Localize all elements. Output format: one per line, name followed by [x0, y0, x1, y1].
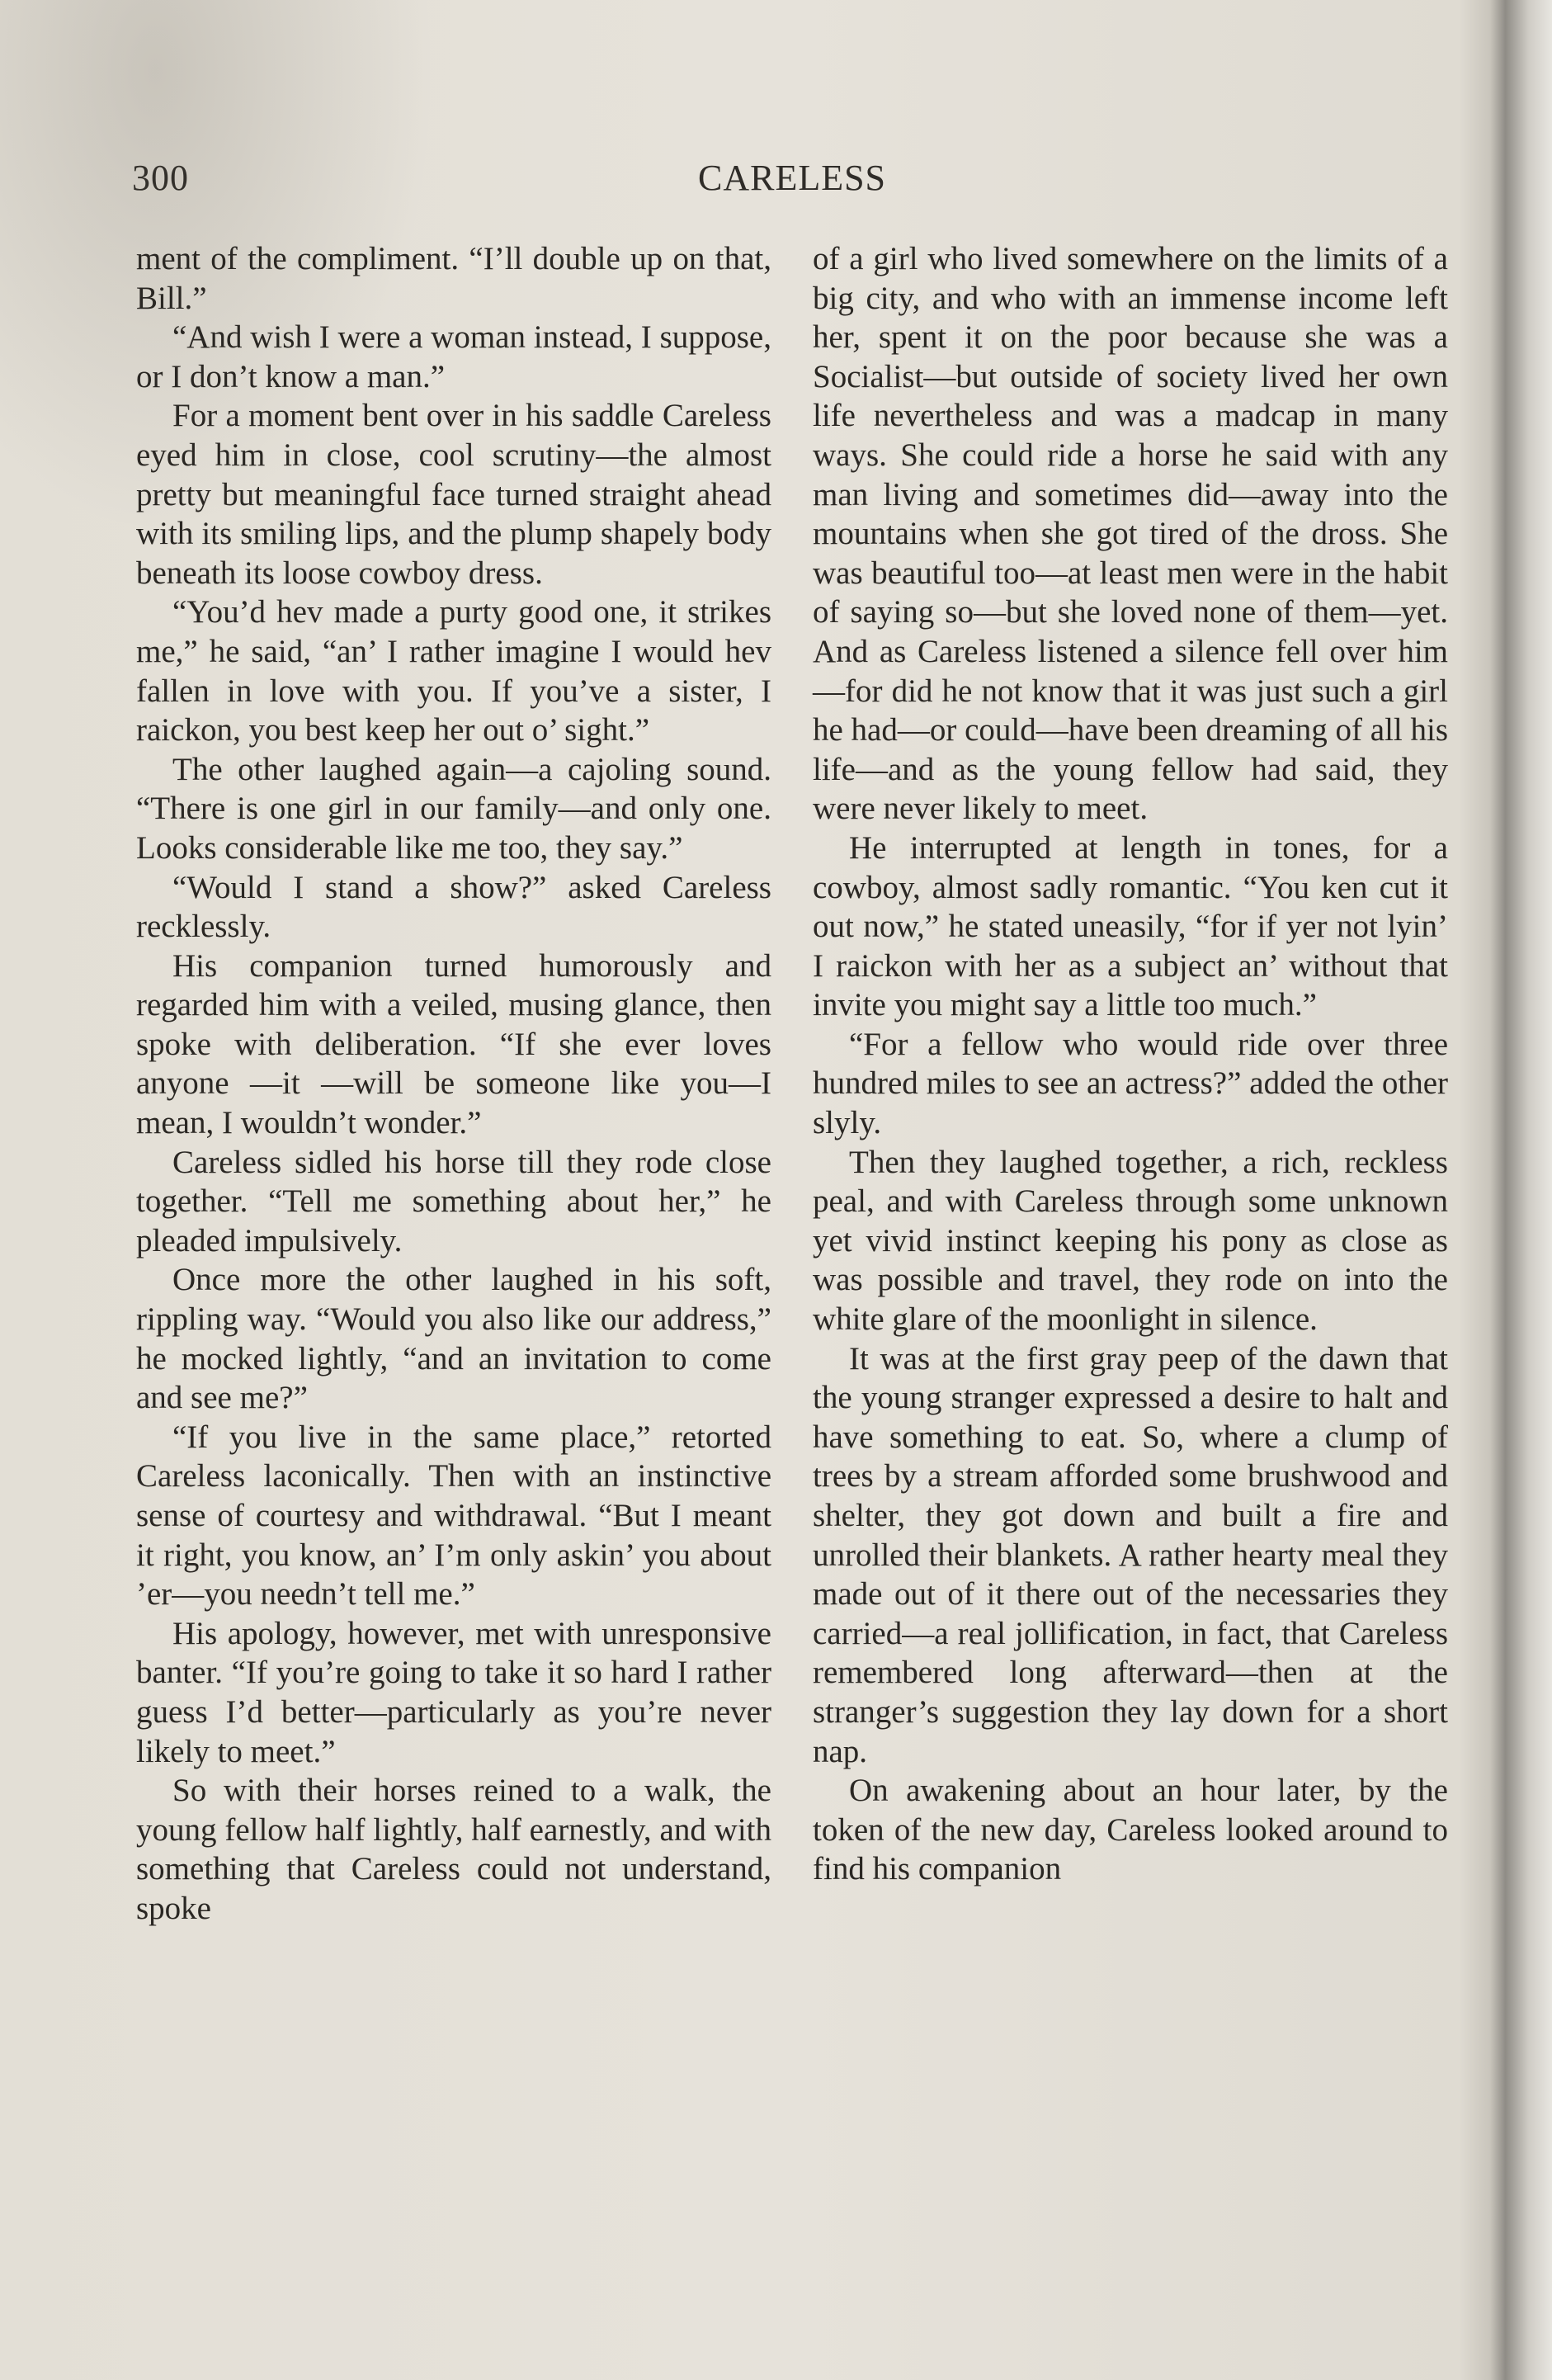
- paragraph: ment of the compliment. “I’ll double up on that, Bill.”: [136, 241, 771, 316]
- paragraph: “If you live in the same place,” retorted Careless laconically. Then with an instinctive sense of courtesy and withdrawal. “But I meant it right, you know, an’ I’m only askin’ you about ’er—you needn’t tell me.”: [136, 1419, 771, 1613]
- paragraph: The other laughed again—a cajoling sound. “There is one girl in our family—and only one. Looks considerable like me too, they say.”: [136, 751, 771, 866]
- paragraph: “You’d hev made a purty good one, it strikes me,” he said, “an’ I rather imagine I would hev fallen in love with you. If you’ve a sister, I raickon, you best keep her out o’ sight.”: [136, 594, 771, 748]
- paragraph: “Would I stand a show?” asked Careless recklessly.: [136, 869, 771, 945]
- paragraph: Careless sidled his horse till they rode close together. “Tell me something about her,” he pleaded impulsively.: [136, 1144, 771, 1258]
- paragraph: of a girl who lived somewhere on the limits of a big city, and who with an immense income left her, spent it on the poor because she was a Socialist—but outside of society lived her own life nevertheless and was a madcap in many ways. She could ride a horse he said with any man living and sometimes did—away into the mountains when she got tired of the dross. She was beautiful too—at least men were in the habit of saying so—but she loved none of them—yet. And as Careless listened a silence fell over him—for did he not know that it was just such a girl he had—or could—have been dreaming of all his life—and as the young fellow had said, they were never likely to meet.: [813, 241, 1449, 827]
- running-title: CARELESS: [697, 158, 887, 198]
- paragraph: “For a fellow who would ride over three hundred miles to see an actress?” added the other slyly.: [813, 1026, 1448, 1141]
- paragraph: For a moment bent over in his saddle Careless eyed him in close, cool scrutiny—the almost pretty but meaningful face turned straight ahead with its smiling lips, and the plump shapely body beneath its loose cowboy dress.: [136, 398, 771, 591]
- paragraph: His companion turned humorously and regarded him with a veiled, musing glance, then spoke with deliberation. “If she ever loves anyone —it —will be someone like you—I mean, I wouldn’t wonder.”: [136, 947, 771, 1141]
- paragraph: His apology, however, met with unresponsive banter. “If you’re going to take it so hard I rather guess I’d better—particularly as you’re never likely to meet.”: [136, 1615, 771, 1769]
- page-number: 300: [132, 158, 189, 198]
- paragraph: “And wish I were a woman instead, I suppose, or I don’t know a man.”: [136, 319, 771, 394]
- left-column: [136, 239, 771, 1929]
- paragraph: It was at the first gray peep of the dawn that the young stranger expressed a desire to halt and have something to eat. So, where a clump of trees by a stream afforded some brushwood and shelter, they got down and built a fire and unrolled their blankets. A rather hearty meal they made out of it there out of the necessaries they carried—a real jollification, in fact, that Careless remembered long afterward—then at the stranger’s suggestion they lay down for a short nap.: [813, 1340, 1448, 1769]
- paragraph: He interrupted at length in tones, for a cowboy, almost sadly romantic. “You ken cut it out now,” he stated uneasily, “for if yer not lyin’ I raickon with her as a subject an’ without that invite you might say a little too much.”: [813, 829, 1448, 1023]
- paragraph: Then they laughed together, a rich, reckless peal, and with Careless through some unknown yet vivid instinct keeping his pony as close as was possible and travel, they rode on into the white glare of the moonlight in silence.: [813, 1144, 1448, 1338]
- page-header: [132, 157, 1452, 206]
- paragraph: On awakening about an hour later, by the token of the new day, Careless looked around to find his companion: [813, 1773, 1448, 1887]
- paragraph: Once more the other laughed in his soft, rippling way. “Would you also like our address,” he mocked lightly, “and an invitation to come and see me?”: [136, 1262, 771, 1416]
- right-column: [813, 239, 1448, 1889]
- paragraph: So with their horses reined to a walk, the young fellow half lightly, half earnestly, and with something that Careless could not understand, spoke: [136, 1773, 771, 1926]
